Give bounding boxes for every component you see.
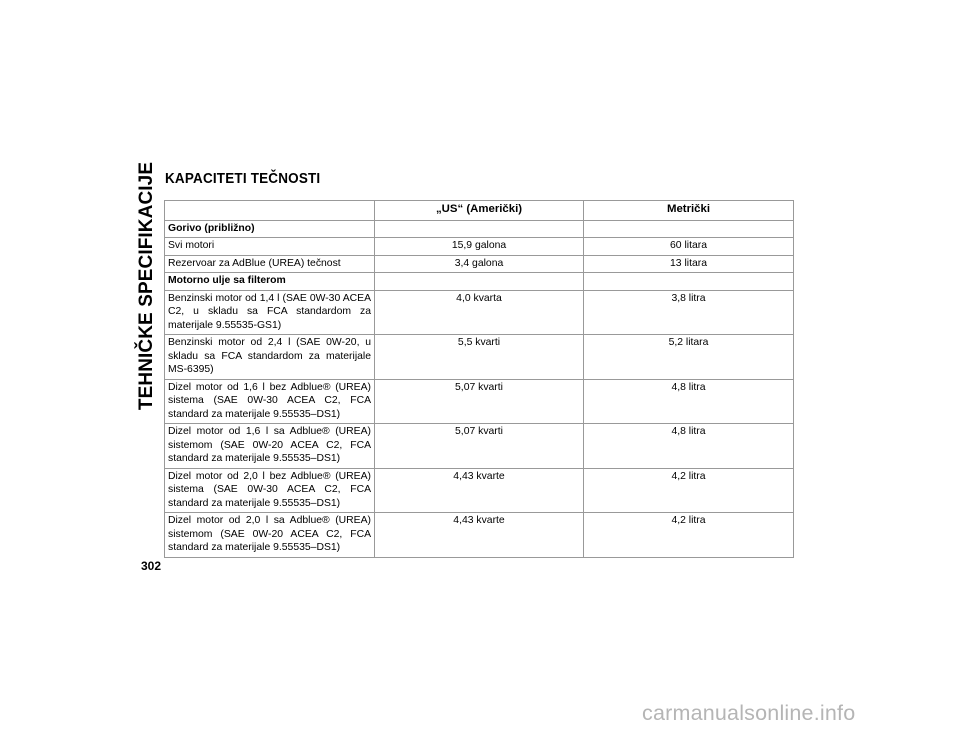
column-header-item — [165, 201, 375, 221]
row-value-metric: 4,8 litra — [584, 424, 794, 469]
row-label: Benzinski motor od 1,4 l (SAE 0W-30 ACEA C2, u skladu sa FCA standardom za materijale 9.55535-GS1) — [165, 290, 375, 335]
row-label: Dizel motor od 1,6 l sa Adblue® (UREA) sistemom (SAE 0W-20 ACEA C2, FCA standard za materijale 9.55535–DS1) — [165, 424, 375, 469]
column-header-metric: Metrički — [584, 201, 794, 221]
row-label: Svi motori — [165, 238, 375, 256]
row-value-us: 5,07 kvarti — [375, 424, 584, 469]
table-row — [165, 273, 794, 291]
table-row — [165, 238, 794, 256]
row-value-us — [375, 220, 584, 238]
row-value-us: 3,4 galona — [375, 255, 584, 273]
row-label: Dizel motor od 1,6 l bez Adblue® (UREA) sistema (SAE 0W-30 ACEA C2, FCA standard za materijale 9.55535–DS1) — [165, 379, 375, 424]
row-value-metric: 60 litara — [584, 238, 794, 256]
row-value-us: 4,43 kvarte — [375, 468, 584, 513]
row-value-metric: 4,2 litra — [584, 468, 794, 513]
side-section-title — [136, 161, 158, 411]
row-label: Rezervoar za AdBlue (UREA) tečnost — [165, 255, 375, 273]
table-row — [165, 255, 794, 273]
row-value-us: 5,07 kvarti — [375, 379, 584, 424]
table-row — [165, 379, 794, 424]
row-value-metric — [584, 220, 794, 238]
row-value-metric: 4,2 litra — [584, 513, 794, 558]
row-label: Benzinski motor od 2,4 l (SAE 0W-20, u skladu sa FCA standardom za materijale MS-6395) — [165, 335, 375, 380]
table-row — [165, 468, 794, 513]
table-row — [165, 290, 794, 335]
row-label: Gorivo (približno) — [165, 220, 375, 238]
row-label: Dizel motor od 2,0 l sa Adblue® (UREA) sistemom (SAE 0W-20 ACEA C2, FCA standard za materijale 9.55535–DS1) — [165, 513, 375, 558]
fluid-capacities-table — [164, 200, 794, 558]
side-section-title-text: TEHNIČKE SPECIFIKACIJE — [136, 161, 157, 411]
row-label: Dizel motor od 2,0 l bez Adblue® (UREA) sistema (SAE 0W-30 ACEA C2, FCA standard za materijale 9.55535–DS1) — [165, 468, 375, 513]
table-row — [165, 220, 794, 238]
row-value-us — [375, 273, 584, 291]
row-value-metric: 4,8 litra — [584, 379, 794, 424]
row-value-us: 4,43 kvarte — [375, 513, 584, 558]
row-value-metric: 5,2 litara — [584, 335, 794, 380]
row-value-us: 5,5 kvarti — [375, 335, 584, 380]
page-number: 302 — [141, 559, 162, 573]
page-title: KAPACITETI TEČNOSTI — [165, 171, 321, 187]
column-header-us: „US“ (Američki) — [375, 201, 584, 221]
row-value-metric: 3,8 litra — [584, 290, 794, 335]
table-row — [165, 513, 794, 558]
row-label: Motorno ulje sa filterom — [165, 273, 375, 291]
watermark: carmanualsonline.info — [642, 701, 856, 725]
row-value-metric: 13 litara — [584, 255, 794, 273]
table-header-row — [165, 201, 794, 221]
table-row — [165, 335, 794, 380]
table-row — [165, 424, 794, 469]
row-value-us: 4,0 kvarta — [375, 290, 584, 335]
row-value-metric — [584, 273, 794, 291]
row-value-us: 15,9 galona — [375, 238, 584, 256]
